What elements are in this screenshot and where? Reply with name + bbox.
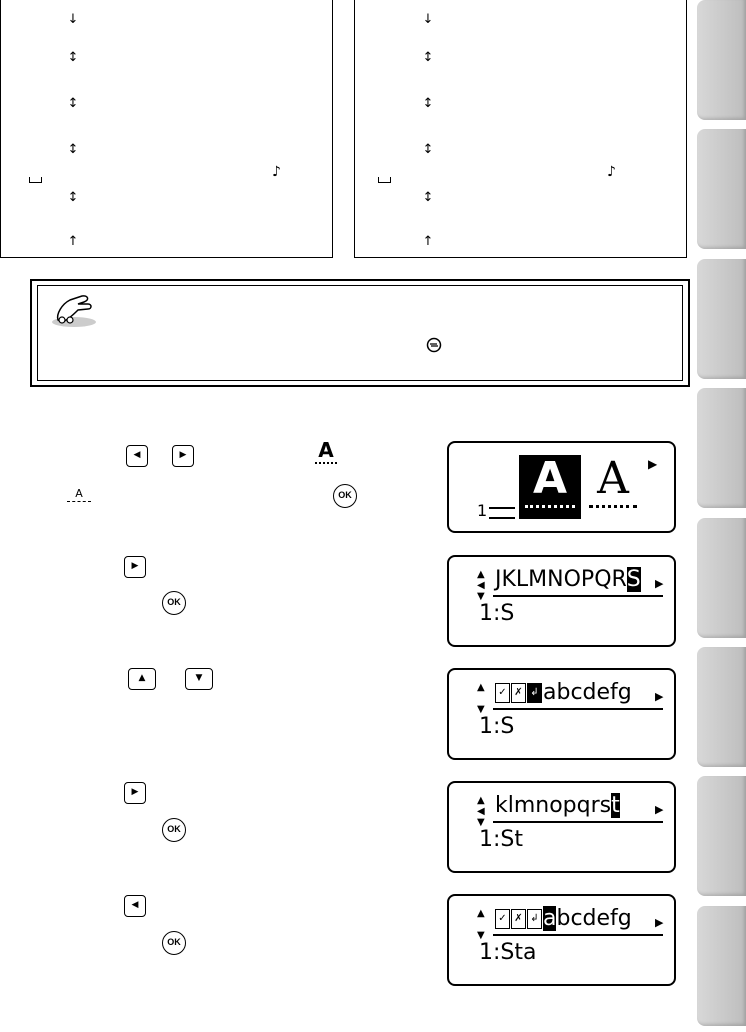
cycle-arrow: ↕ xyxy=(422,50,434,65)
music-note-icon: ♪ xyxy=(272,164,281,180)
memo-box xyxy=(37,285,683,381)
ok-key[interactable]: OK xyxy=(162,931,186,955)
scroll-right-icon: ▶ xyxy=(655,577,664,590)
lcd-divider xyxy=(493,708,663,710)
style-a-icon: A xyxy=(313,440,339,468)
lcd-screen-entry-3 xyxy=(447,781,676,873)
down-key[interactable]: ▼ xyxy=(185,668,213,690)
cycle-arrow: ↕ xyxy=(422,190,434,205)
lcd-screen-entry-1 xyxy=(447,555,676,647)
right-key[interactable]: ▶ xyxy=(124,782,146,804)
scroll-right-icon: ▶ xyxy=(648,457,658,471)
lcd-nav-arrows-icon: ▲ ▼ xyxy=(477,682,485,715)
lcd-divider xyxy=(493,595,663,597)
lcd-divider xyxy=(493,934,663,936)
cycle-arrow: ↑ xyxy=(67,234,79,249)
character-cycle-box-right xyxy=(354,0,687,258)
lcd-nav-arrows-icon: ▲ ▼ xyxy=(477,908,485,941)
ok-key[interactable]: OK xyxy=(162,818,186,842)
side-tab-3[interactable] xyxy=(697,259,746,379)
cycle-arrow: ↕ xyxy=(67,96,79,111)
lcd-nav-arrows-icon: ▲ ◀ ▼ xyxy=(477,569,485,602)
side-tab-5[interactable] xyxy=(697,518,746,638)
scroll-right-icon: ▶ xyxy=(655,803,664,816)
music-note-icon: ♪ xyxy=(607,164,616,180)
left-key[interactable]: ◀ xyxy=(126,445,148,467)
cycle-arrow: ↕ xyxy=(67,190,79,205)
lcd-nav-arrows-icon: ▲ ◀ ▼ xyxy=(477,795,485,828)
cycle-arrow: ↓ xyxy=(67,12,79,27)
entered-text: 1:St xyxy=(479,827,523,852)
space-symbol-icon xyxy=(29,177,42,183)
underline-mark xyxy=(489,507,515,519)
lcd-screen-style xyxy=(447,441,676,533)
lcd-screen-entry-4 xyxy=(447,894,676,986)
scroll-right-icon: ▶ xyxy=(655,690,664,703)
space-symbol-icon xyxy=(378,177,391,183)
cycle-arrow: ↑ xyxy=(422,234,434,249)
style-option: A xyxy=(585,455,641,519)
line-number: 1 xyxy=(477,501,488,520)
side-tab-1[interactable] xyxy=(697,0,746,120)
scroll-right-icon: ▶ xyxy=(655,916,664,929)
cycle-arrow: ↕ xyxy=(67,142,79,157)
side-tab-8[interactable] xyxy=(697,906,746,1026)
right-key[interactable]: ▶ xyxy=(172,445,194,467)
hand-icon xyxy=(48,292,100,328)
char-row: ✓ ✗ ↲ abcdefg xyxy=(495,680,632,706)
character-cycle-box-left xyxy=(0,0,333,258)
cycle-arrow: ↓ xyxy=(422,12,434,27)
ok-key[interactable]: OK xyxy=(333,484,357,508)
cycle-arrow: ↕ xyxy=(422,142,434,157)
side-tab-4[interactable] xyxy=(697,388,746,508)
ok-key[interactable]: OK xyxy=(162,591,186,615)
side-tab-7[interactable] xyxy=(697,776,746,896)
left-key[interactable]: ◀ xyxy=(124,895,146,917)
right-key[interactable]: ▶ xyxy=(124,556,146,578)
cycle-arrow: ↕ xyxy=(67,50,79,65)
char-row: klmnopqrst xyxy=(495,793,620,818)
cycle-arrow: ↕ xyxy=(422,96,434,111)
char-row: JKLMNOPQRS xyxy=(495,567,641,592)
side-tab-2[interactable] xyxy=(697,129,746,249)
delete-key-icon xyxy=(426,337,442,353)
style-option-selected: A xyxy=(519,455,581,519)
lcd-screen-entry-2 xyxy=(447,668,676,760)
up-key[interactable]: ▲ xyxy=(128,668,156,690)
entered-text: 1:S xyxy=(479,601,515,626)
entered-text: 1:Sta xyxy=(479,940,537,965)
entered-text: 1:S xyxy=(479,714,515,739)
char-row: ✓ ✗ ↲ abcdefg xyxy=(495,906,632,932)
lcd-divider xyxy=(493,821,663,823)
small-a-icon: A xyxy=(67,487,91,502)
side-tab-6[interactable] xyxy=(697,647,746,767)
